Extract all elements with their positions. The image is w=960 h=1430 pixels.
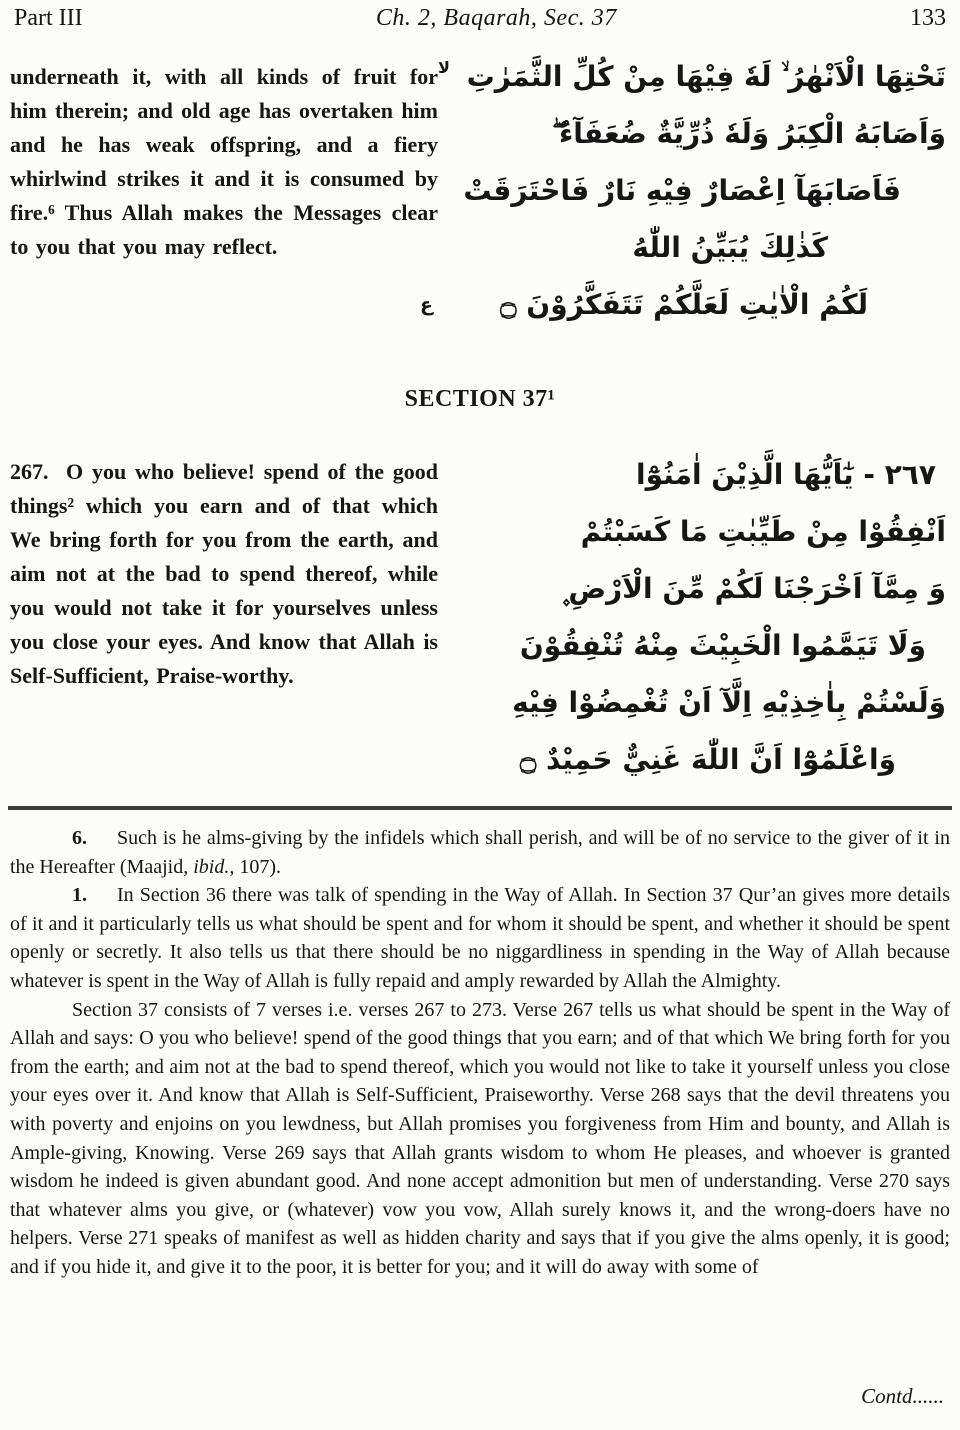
- contd-label: Contd......: [861, 1384, 944, 1408]
- footnote-6-ibid: ibid.,: [193, 855, 235, 878]
- footnote-1-paragraph-1: In Section 36 there was talk of spending in the Way of Allah. In Section 37 Qur’an gives more details of it and it particularly tells us what should be spent and for whom it should be spent, and whether it should be spent openly or secretly. It also tells us that there should be no niggardliness in spending in the Way of Allah because whatever is spent in the Way of Allah is fully repaid and amply rewarded by Allah the Almighty.: [10, 884, 950, 992]
- section-heading: SECTION 37¹: [404, 386, 556, 412]
- arabic-line: وَ مِمَّآ اَخْرَجْنَا لَكُمْ مِّنَ الْاَرْضِ ۪: [561, 572, 946, 605]
- footnote-1: [10, 881, 950, 995]
- footnote-1-paragraph-2: Section 37 consists of 7 verses i.e. verses 267 to 273. Verse 267 tells us what should be spent in the Way of Allah and says: O you who believe! spend of the good things that you earn; and of that which We bring forth for you from the earth; and aim not at the bad to spend thereof, which you would not like to take it yourself unless you close your eyes over it. And know that Allah is Self-Sufficient, Praiseworthy. Verse 268 says that the devil threatens you with poverty and enjoins on you lewdness, but Allah promises you forgiveness from Him and bounty, and Allah is Ample-giving, Knowing. Verse 269 says that Allah grants wisdom to whom He pleases, and whoever is granted wisdom he indeed is given abundant good. And none accept admonition but men of understanding. Verse 270 says that whatever alms you give, or (whatever) vow you vow, Allah surely knows it, and the wrong-doers have no helpers. Verse 271 speaks of manifest as well as hidden charity and says that if you give the alms openly, it is good; and if you hide it, and give it to the poor, it is better for you; and it will do away with some of: [10, 998, 950, 1278]
- page-header: [14, 5, 946, 32]
- footnotes-section: [10, 824, 950, 1282]
- ruku-ain-mark: ع: [420, 294, 433, 316]
- verse-267-english-text: 267. O you who believe! spend of the good things² which you earn and of that which We bring forth for you from the earth, and aim not at the bad to spend thereof, while you would not take it for yourselves unless you close your eyes. And know that Allah is Self-Sufficient, Praise-worthy.: [10, 459, 438, 688]
- verse-267-arabic-text: [452, 446, 946, 788]
- arabic-line: اَنْفِقُوْا مِنْ طَيِّبٰتِ مَا كَسَبْتُمْ: [580, 515, 946, 548]
- arabic-line: ٢٦٧ - يٰٓاَيُّهَا الَّذِيْنَ اٰمَنُوْٓا: [636, 458, 936, 491]
- footnote-6-number: 6.: [72, 827, 87, 849]
- verse-266-arabic-text: [452, 48, 946, 333]
- arabic-line: لَكُمُ الْاٰيٰتِ لَعَلَّكُمْ تَتَفَكَّرُوْنَ ۝: [500, 288, 868, 321]
- waqf-la-mark: لا: [438, 58, 450, 77]
- arabic-line: وَلَسْتُمْ بِاٰخِذِيْهِ اِلَّآ اَنْ تُغْمِضُوْا فِيْهِ: [512, 686, 946, 719]
- arabic-line: تَحْتِهَا الْاَنْهٰرُ ۙ لَهٗ فِيْهَا مِنْ كُلِّ الثَّمَرٰتِ: [466, 60, 946, 93]
- header-chapter-title: Ch. 2, Baqarah, Sec. 37: [375, 5, 617, 31]
- arabic-line: وَاعْلَمُوْٓا اَنَّ اللّٰهَ غَنِيٌّ حَمِيْدٌ ۝: [519, 743, 896, 776]
- arabic-line: وَلَا تَيَمَّمُوا الْخَبِيْثَ مِنْهُ تُنْفِقُوْنَ: [519, 629, 926, 662]
- header-part-label: Part III: [14, 5, 83, 31]
- footnote-6: [10, 824, 950, 881]
- arabic-line: كَذٰلِكَ يُبَيِّنُ اللّٰهُ: [632, 231, 828, 264]
- footnote-separator-rule: [8, 806, 952, 810]
- header-page-number: 133: [909, 5, 946, 31]
- arabic-line: وَاَصَابَهُ الْكِبَرُ وَلَهٗ ذُرِّيَّةٌ ضُعَفَآءُ ۖ: [551, 117, 946, 150]
- footnote-1-number: 1.: [72, 884, 87, 907]
- verse-266-english-text: underneath it, with all kinds of fruit for him therein; and old age has overtaken him and he has weak offspring, and a fiery whirlwind strikes it and it is consumed by fire.⁶ Thus Allah makes the Messages clear to you that you may reflect.: [10, 64, 438, 259]
- footnote-6-text: Such is he alms-giving by the infidels which shall perish, and will be of no service to the giver of it in the Hereafter (Maajid,: [10, 827, 950, 878]
- footnote-6-text-end: 107).: [234, 855, 282, 878]
- arabic-line: فَاَصَابَهَآ اِعْصَارٌ فِيْهِ نَارٌ فَاحْتَرَقَتْ: [463, 174, 901, 207]
